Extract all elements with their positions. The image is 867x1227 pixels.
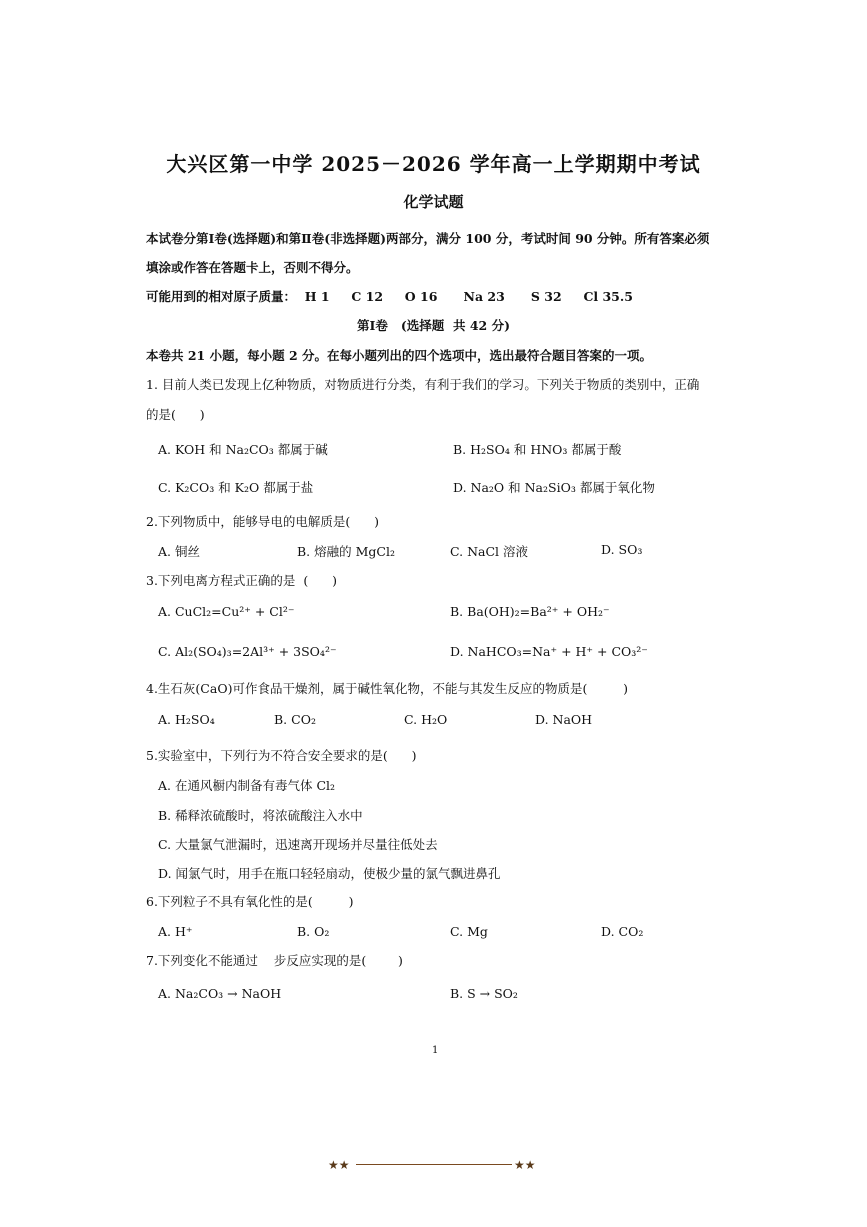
footer-decoration xyxy=(328,1158,539,1172)
q2-option-a: A. 铜丝 xyxy=(158,544,200,559)
footer-left-stars: ★★ xyxy=(328,1158,350,1172)
q1-option-a: A. KOH 和 Na₂CO₃ 都属于碱 xyxy=(158,442,328,457)
q3-option-a: A. CuCl₂=Cu²⁺ + Cl²⁻ xyxy=(158,604,295,619)
instructions-line-2: 填涂或作答在答题卡上，否则不得分。 xyxy=(146,260,359,275)
q1-stem-line-1: 1. 目前人类已发现上亿种物质，对物质进行分类，有利于我们的学习。下列关于物质的类别中，正确 xyxy=(146,377,700,392)
q4-option-a: A. H₂SO₄ xyxy=(158,712,215,727)
q3-stem: 3.下列电离方程式正确的是 ( ) xyxy=(146,573,337,588)
q6-stem: 6.下列粒子不具有氧化性的是( ) xyxy=(146,894,354,909)
q2-option-c: C. NaCl 溶液 xyxy=(450,544,528,559)
q6-option-c: C. Mg xyxy=(450,924,488,939)
q4-option-b: B. CO₂ xyxy=(274,712,316,727)
section-note: 本卷共 21 小题，每小题 2 分。在每小题列出的四个选项中，选出最符合题目答案的一项。 xyxy=(146,348,653,363)
q3-option-c: C. Al₂(SO₄)₃=2Al³⁺ + 3SO₄²⁻ xyxy=(158,644,337,659)
q6-option-b: B. O₂ xyxy=(297,924,330,939)
q3-option-b: B. Ba(OH)₂=Ba²⁺ + OH₂⁻ xyxy=(450,604,610,619)
page-number: 1 xyxy=(432,1045,439,1056)
q5-option-a: A. 在通风橱内制备有毒气体 Cl₂ xyxy=(158,778,336,793)
q1-option-b: B. H₂SO₄ 和 HNO₃ 都属于酸 xyxy=(453,442,622,457)
q7-option-a: A. Na₂CO₃ → NaOH xyxy=(158,986,282,1001)
instructions-line-1: 本试卷分第Ⅰ卷(选择题)和第Ⅱ卷(非选择题)两部分，满分 100 分，考试时间 90 分钟。所有答案必须 xyxy=(146,231,710,246)
q7-option-b: B. S → SO₂ xyxy=(450,986,518,1001)
q7-stem: 7.下列变化不能通过 步反应实现的是( ) xyxy=(146,953,403,968)
q2-option-b: B. 熔融的 MgCl₂ xyxy=(297,544,395,559)
q4-stem: 4.生石灰(CaO)可作食品干燥剂，属于碱性氧化物，不能与其发生反应的物质是( ) xyxy=(146,681,628,696)
q6-option-a: A. H⁺ xyxy=(158,924,193,939)
q5-stem: 5.实验室中，下列行为不符合安全要求的是( ) xyxy=(146,748,417,763)
q2-option-d: D. SO₃ xyxy=(601,542,643,557)
q5-option-b: B. 稀释浓硫酸时，将浓硫酸注入水中 xyxy=(158,808,363,823)
q4-option-c: C. H₂O xyxy=(404,712,448,727)
q5-option-c: C. 大量氯气泄漏时，迅速离开现场并尽量往低处去 xyxy=(158,837,438,852)
exam-title: 大兴区第一中学 2025－2026 学年高一上学期期中考试 xyxy=(166,152,701,176)
footer-rule xyxy=(356,1164,512,1165)
q1-option-c: C. K₂CO₃ 和 K₂O 都属于盐 xyxy=(158,480,314,495)
footer-right-stars: ★★ xyxy=(514,1158,536,1172)
q6-option-d: D. CO₂ xyxy=(601,924,644,939)
q4-option-d: D. NaOH xyxy=(535,712,593,727)
exam-subtitle: 化学试题 xyxy=(403,193,464,211)
q1-stem-line-2: 的是( ) xyxy=(146,407,205,422)
q1-option-d: D. Na₂O 和 Na₂SiO₃ 都属于氧化物 xyxy=(453,480,655,495)
atomic-masses: 可能用到的相对原子质量： H 1 C 12 O 16 Na 23 S 32 Cl 35.5 xyxy=(146,289,633,304)
q3-option-d: D. NaHCO₃=Na⁺ + H⁺ + CO₃²⁻ xyxy=(450,644,648,659)
q2-stem: 2.下列物质中，能够导电的电解质是( ) xyxy=(146,514,380,529)
q5-option-d: D. 闻氯气时，用手在瓶口轻轻扇动，使极少量的氯气飘进鼻孔 xyxy=(158,866,501,881)
section-heading: 第Ⅰ卷 (选择题 共 42 分) xyxy=(356,318,511,333)
